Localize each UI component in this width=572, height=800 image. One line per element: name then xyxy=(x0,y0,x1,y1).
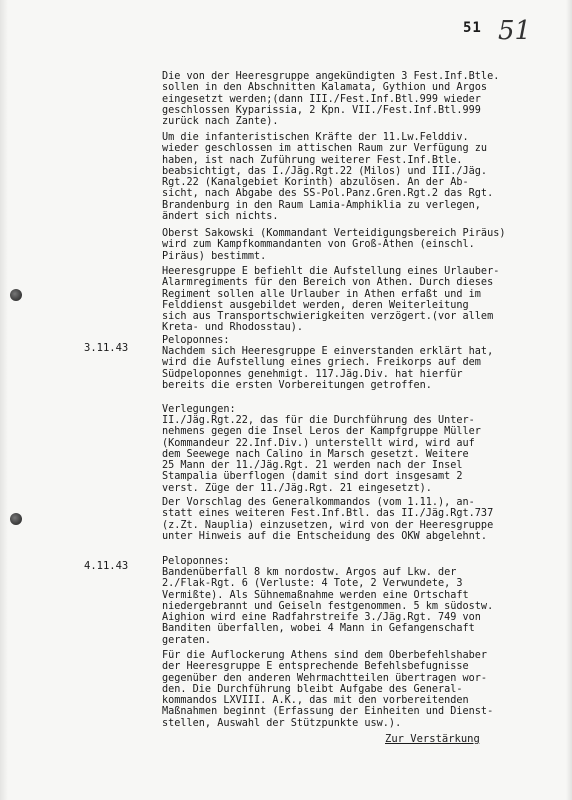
entry-heading-verlegungen: Verlegungen: xyxy=(162,404,236,415)
entry-paragraph-freikorps: Nachdem sich Heeresgruppe E einverstanden erklärt hat, wird die Aufstellung eines griech. Freikorps auf dem Südpeloponnes genehmigt. 117.Jäg.Div. hat hierfür bereits die ersten Vorbereitungen getroffen. xyxy=(162,346,494,391)
entry-paragraph-bandenueberfall: Bandenüberfall 8 km nordostw. Argos auf Lkw. der 2./Flak-Rgt. 6 (Verluste: 4 Tote, 2 Verwundete, 3 Vermißte). Als Sühnemaßnahme werden eine Ortschaft niedergebrannt und Geiseln festgenommen. 5 km südostw. Aighion wird eine Radfahrstreife 3./Jäg.Rgt. 749 von Banditen überfallen, wobei 4 Mann in Gefangenschaft geraten. xyxy=(162,567,494,646)
page-right-edge xyxy=(566,0,572,800)
closing-note: Zur Verstärkung xyxy=(385,733,480,745)
entry-paragraph-reinforcements: Die von der Heeresgruppe angekündigten 3 Fest.Inf.Btle. sollen in den Abschnitten Kalamata, Gythion und Argos eingesetzt werden;(dann III./Fest.Inf.Btl.999 wieder geschlossen Kyparissia, 2 Kpn. VII./Fest.Inf.Btl.999 zurück nach Zante). xyxy=(162,71,500,128)
punch-hole-bottom xyxy=(10,513,22,525)
page-number: 51 xyxy=(463,20,482,36)
entry-paragraph-sakowski: Oberst Sakowski (Kommandant Verteidigungsbereich Piräus) wird zum Kampfkommandanten von Groß-Athen (einschl. Piräus) bestimmt. xyxy=(162,228,506,262)
entry-date: 4.11.43 xyxy=(84,560,129,572)
entry-paragraph-alarmregiment: Heeresgruppe E befiehlt die Aufstellung eines Urlauber- Alarmregiments für den Bereich von Athen. Durch dieses Regiment sollen alle Urlauber in Athen erfaßt und im Felddienst ausgebildet werden, deren Weiterleitung sich aus Transportschwierigkeiten verzögert.(vor allem Kreta- und Rhodosstau). xyxy=(162,266,500,334)
entry-heading: Peloponnes: xyxy=(162,335,230,346)
punch-hole-top xyxy=(10,289,22,301)
entry-date: 3.11.43 xyxy=(84,342,129,354)
page-left-edge xyxy=(0,0,8,800)
entry-heading: Peloponnes: xyxy=(162,556,230,567)
entry-paragraph-verlegungen: II./Jäg.Rgt.22, das für die Durchführung des Unter- nehmens gegen die Insel Leros der Kampfgruppe Müller (Kommandeur 22.Inf.Div.) unterstellt wird, wird auf dem Seewege nach Calino in Marsch gesetzt. Weitere 25 Mann der 11./Jäg.Rgt. 21 werden nach der Insel Stampalia überflogen (damit sind dort insgesamt 2 verst. Züge der 11./Jäg.Rgt. 21 eingesetzt). xyxy=(162,415,481,494)
entry-paragraph-auflockerung: Für die Auflockerung Athens sind dem Oberbefehlshaber der Heeresgruppe E entsprechende Befehlsbefugnisse gegenüber den anderen Wehrmachtteilen übertragen wor- den. Die Durchführung bleibt Aufgabe des General- kommandos LXVIII. A.K., das mit den vorbereitenden Maßnahmen beginnt (Erfassung der Einheiten und Dienst- stellen, Auswahl der Stützpunkte usw.). xyxy=(162,650,494,729)
entry-paragraph-vorschlag: Der Vorschlag des Generalkommandos (vom 1.11.), an- statt eines weiteren Fest.Inf.Btl. das II./Jäg.Rgt.737 (z.Zt. Nauplia) einzusetzen, wird von der Heeresgruppe unter Hinweis auf die Entscheidung des OKW abgelehnt. xyxy=(162,497,494,542)
handwritten-page-number: 51 xyxy=(498,16,532,46)
entry-paragraph-lw-felddiv: Um die infanteristischen Kräfte der 11.Lw.Felddiv. wieder geschlossen im attischen Raum zur Verfügung zu haben, ist nach Zuführung weiterer Fest.Inf.Btle. beabsichtigt, das I./Jäg.Rgt.22 (Milos) und III./Jäg. Rgt.22 (Kanalgebiet Korinth) abzulösen. An der Ab- sicht, nach Abgabe des SS-Pol.Panz.Gren.Rgt.2 das Rgt. Brandenburg in den Raum Lamia-Amphiklia zu verlegen, ändert sich nichts. xyxy=(162,132,494,223)
